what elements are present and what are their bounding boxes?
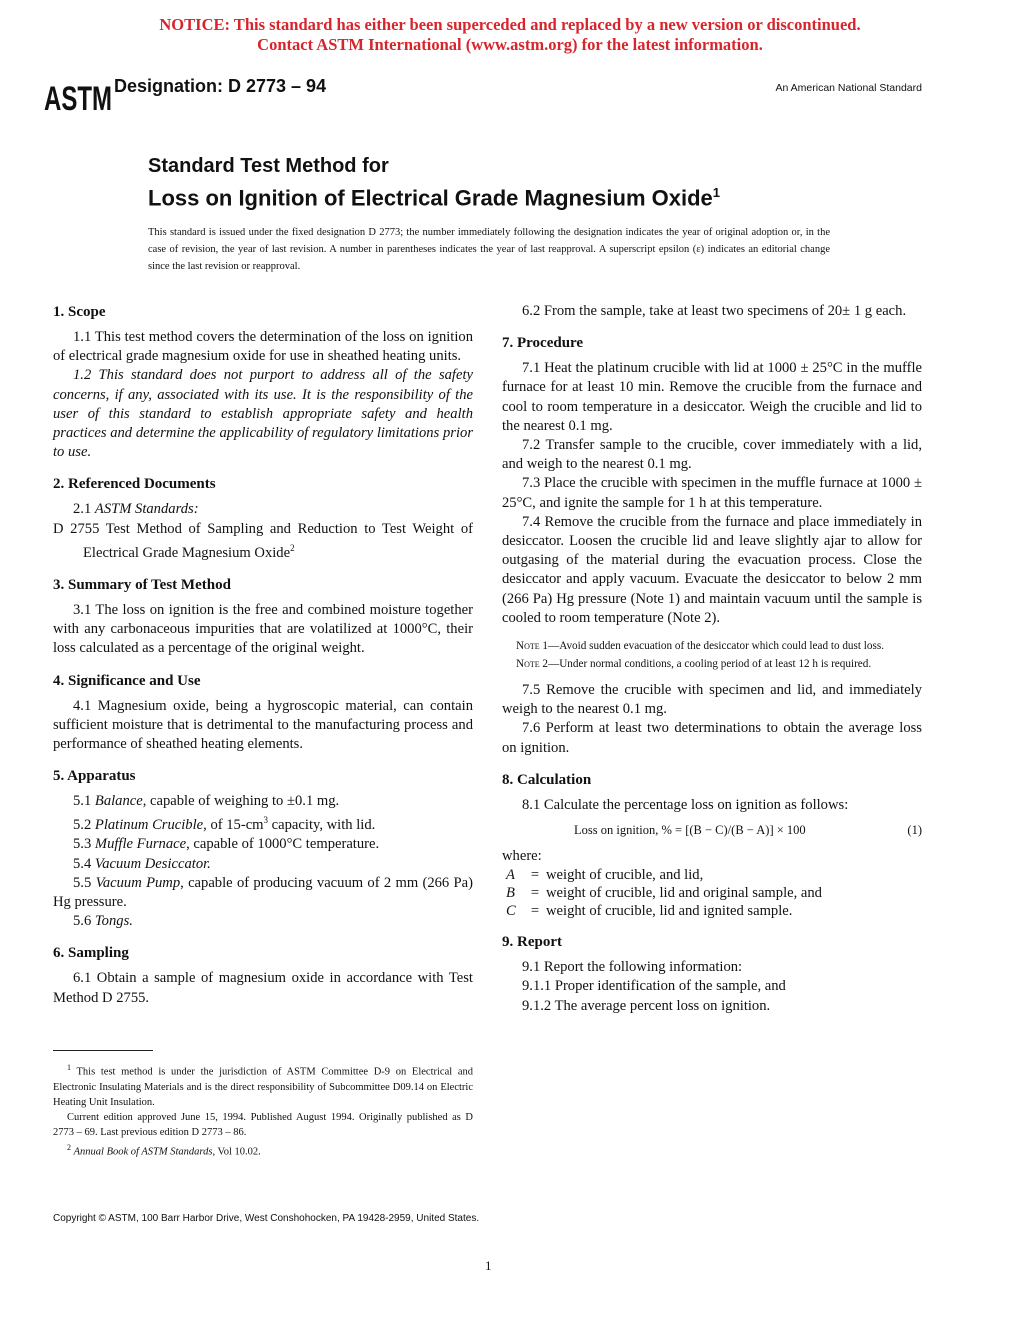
copyright: Copyright © ASTM, 100 Barr Harbor Drive, West Conshohocken, PA 19428-2959, United States.	[53, 1213, 480, 1224]
ref-d2755-text: D 2755 Test Method of Sampling and Reduction to Test Weight of Electrical Grade Magnesium Oxide	[53, 520, 473, 561]
left-column	[53, 302, 473, 1020]
footnotes	[53, 1060, 473, 1159]
equation-number: (1)	[907, 823, 922, 838]
issued-statement: This standard is issued under the fixed designation D 2773; the number immediately following the designation indicates the year of original adoption or, in the case of revision, the year of last revision. A number in parentheses indicates the year of last reapproval. A superscript epsilon (ε) indicates an editorial change since the last revision or reapproval.	[148, 227, 830, 272]
equation-1	[502, 819, 922, 841]
heading-significance: 4. Significance and Use	[53, 672, 201, 689]
para-1-1: 1.1 This test method covers the determination of the loss on ignition of electrical grade magnesium oxide for use in sheathed heating units.	[53, 329, 473, 365]
note-1: Note 1—Avoid sudden evacuation of the desiccator which could lead to dust loss.	[516, 640, 884, 653]
where-row: A = weight of crucible, and lid,	[506, 867, 704, 884]
right-column	[502, 302, 922, 1028]
para-9-1: 9.1 Report the following information:	[522, 959, 743, 976]
apparatus-item: 5.5 Vacuum Pump, capable of producing vacuum of 2 mm (266 Pa) Hg pressure.	[53, 874, 473, 910]
heading-procedure: 7. Procedure	[502, 335, 584, 352]
astm-logo-text: ASTM	[44, 79, 112, 118]
where-row: B = weight of crucible, lid and original sample, and	[506, 885, 822, 902]
heading-report: 9. Report	[502, 934, 562, 951]
section-apparatus	[53, 766, 473, 931]
notice-line-2: Contact ASTM International (www.astm.org) for the latest information.	[257, 35, 763, 54]
section-calculation	[502, 770, 922, 920]
apparatus-item: 5.3 Muffle Furnace, capable of 1000°C temperature.	[73, 836, 380, 853]
heading-referenced: 2. Referenced Documents	[53, 476, 216, 493]
apparatus-item: 5.1 Balance, capable of weighing to ±0.1 mg.	[73, 793, 340, 810]
note-2: Note 2—Under normal conditions, a cooling period of at least 12 h is required.	[516, 657, 872, 670]
where-label: where:	[502, 848, 542, 865]
page-number: 1	[485, 1258, 492, 1273]
para-7-3: 7.3 Place the crucible with specimen in the muffle furnace at 1000 ± 25°C, and ignite the sample for 1 h at this temperature.	[502, 475, 922, 511]
heading-calculation: 8. Calculation	[502, 771, 592, 788]
footnote-divider	[53, 1050, 153, 1051]
section-scope	[53, 302, 473, 462]
para-6-2: 6.2 From the sample, take at least two specimens of 20± 1 g each.	[522, 303, 907, 319]
para-7-4: 7.4 Remove the crucible from the furnace and place immediately in desiccator. Loosen the crucible lid and leave slightly ajar to allow for outgasing of the material during the evacuation process. Close the desiccator and apply vacuum. Evacuate the desiccator to below 2 mm (266 Pa) Hg pressure (Note 1) and maintain vacuum until the sample is cooled to room temperature (Note 2).	[502, 513, 922, 626]
section-report	[502, 932, 922, 1016]
para-7-2: 7.2 Transfer sample to the crucible, cover immediately with a lid, and weigh to the nearest 0.1 mg.	[502, 437, 922, 473]
section-significance	[53, 671, 473, 755]
apparatus-item: 5.2 Platinum Crucible, of $15-cm^3$ capacity, with lid.	[73, 815, 376, 834]
para-2-1-label: ASTM Standards:	[94, 501, 199, 518]
section-referenced	[53, 474, 473, 562]
para-2-1-num: 2.1	[73, 501, 92, 518]
where-block	[502, 847, 922, 920]
title-line-1: Standard Test Method for	[148, 155, 389, 177]
para-7-1: 7.1 Heat the platinum crucible with lid at 1000 ± 25°C in the muffle furnace for at least 10 min. Remove the crucible from the furnace and cool to room temperature in a desiccator. Weigh the crucible and lid to the nearest 0.1 mg.	[502, 360, 922, 434]
where-row: C = weight of crucible, lid and ignited sample.	[506, 903, 793, 920]
page-title	[148, 153, 720, 212]
para-8-1: 8.1 Calculate the percentage loss on ignition as follows:	[522, 796, 849, 813]
heading-scope: 1. Scope	[53, 304, 106, 320]
equation-text: Loss on ignition, % = [(B − C)/(B − A)] × 100	[574, 823, 806, 838]
footnote-1b: Current edition approved June 15, 1994. Published August 1994. Originally published as D 2773 – 69. Last previous edition D 2773 – 86.	[53, 1111, 473, 1138]
ref-d2755	[53, 520, 473, 563]
notice-banner	[0, 15, 1020, 55]
para-2-1	[53, 500, 473, 519]
designation: Designation: D 2773 – 94	[114, 76, 327, 96]
footnote-1: $^1$ This test method is under the jurisdiction of ASTM Committee D-9 on Electrical and Electronic Insulating Materials and is the direct responsibility of Subcommittee D09.14 on Electric Heating Unit Insulation.	[53, 1063, 474, 1108]
title-line-2	[148, 179, 720, 212]
section-summary	[53, 575, 473, 659]
astm-logo-icon	[44, 76, 112, 118]
para-9-1-2: 9.1.2 The average percent loss on ignition.	[522, 997, 771, 1014]
para-7-5: 7.5 Remove the crucible with specimen and lid, and immediately weigh to the nearest 0.1 mg.	[502, 682, 922, 718]
para-6-1: 6.1 Obtain a sample of magnesium oxide in accordance with Test Method D 2755.	[53, 970, 473, 1006]
section-procedure	[502, 333, 922, 758]
para-1-2: 1.2 This standard does not purport to address all of the safety concerns, if any, associated with its use. It is the responsibility of the user of this standard to establish appropriate safety and health practices and determine the applicability of regulatory limitations prior to use.	[53, 367, 473, 461]
apparatus-item: 5.6 Tongs.	[73, 913, 133, 930]
heading-sampling: 6. Sampling	[53, 945, 129, 962]
section-sampling	[53, 943, 473, 1007]
title-footnote-mark: 1	[712, 185, 721, 200]
para-3-1: 3.1 The loss on ignition is the free and combined moisture together with any carbonaceous impurities that are volatilized at 1000°C, their loss calculated as a percentage of the original weight.	[53, 601, 473, 657]
para-4-1: 4.1 Magnesium oxide, being a hygroscopic material, can contain sufficient moisture that is detrimental to the manufacturing process and performance of sheathed heating elements.	[53, 697, 473, 752]
apparatus-item: 5.4 Vacuum Desiccator.	[73, 855, 211, 872]
para-9-1-1: 9.1.1 Proper identification of the sample, and	[522, 978, 786, 995]
notice-line-1: NOTICE: This standard has either been superceded and replaced by a new version or discontinued.	[159, 15, 861, 34]
footnote-2: $^2$ Annual Book of ASTM Standards, Vol 10.02.	[67, 1142, 261, 1157]
ref-footnote-mark: 2	[290, 542, 295, 553]
title-main: Loss on Ignition of Electrical Grade Magnesium Oxide	[148, 185, 713, 211]
para-7-6: 7.6 Perform at least two determinations to obtain the average loss on ignition.	[502, 720, 922, 756]
heading-summary: 3. Summary of Test Method	[53, 576, 231, 593]
section-sampling-cont	[502, 302, 922, 321]
heading-apparatus: 5. Apparatus	[53, 768, 136, 785]
american-national-standard: An American National Standard	[775, 82, 922, 94]
